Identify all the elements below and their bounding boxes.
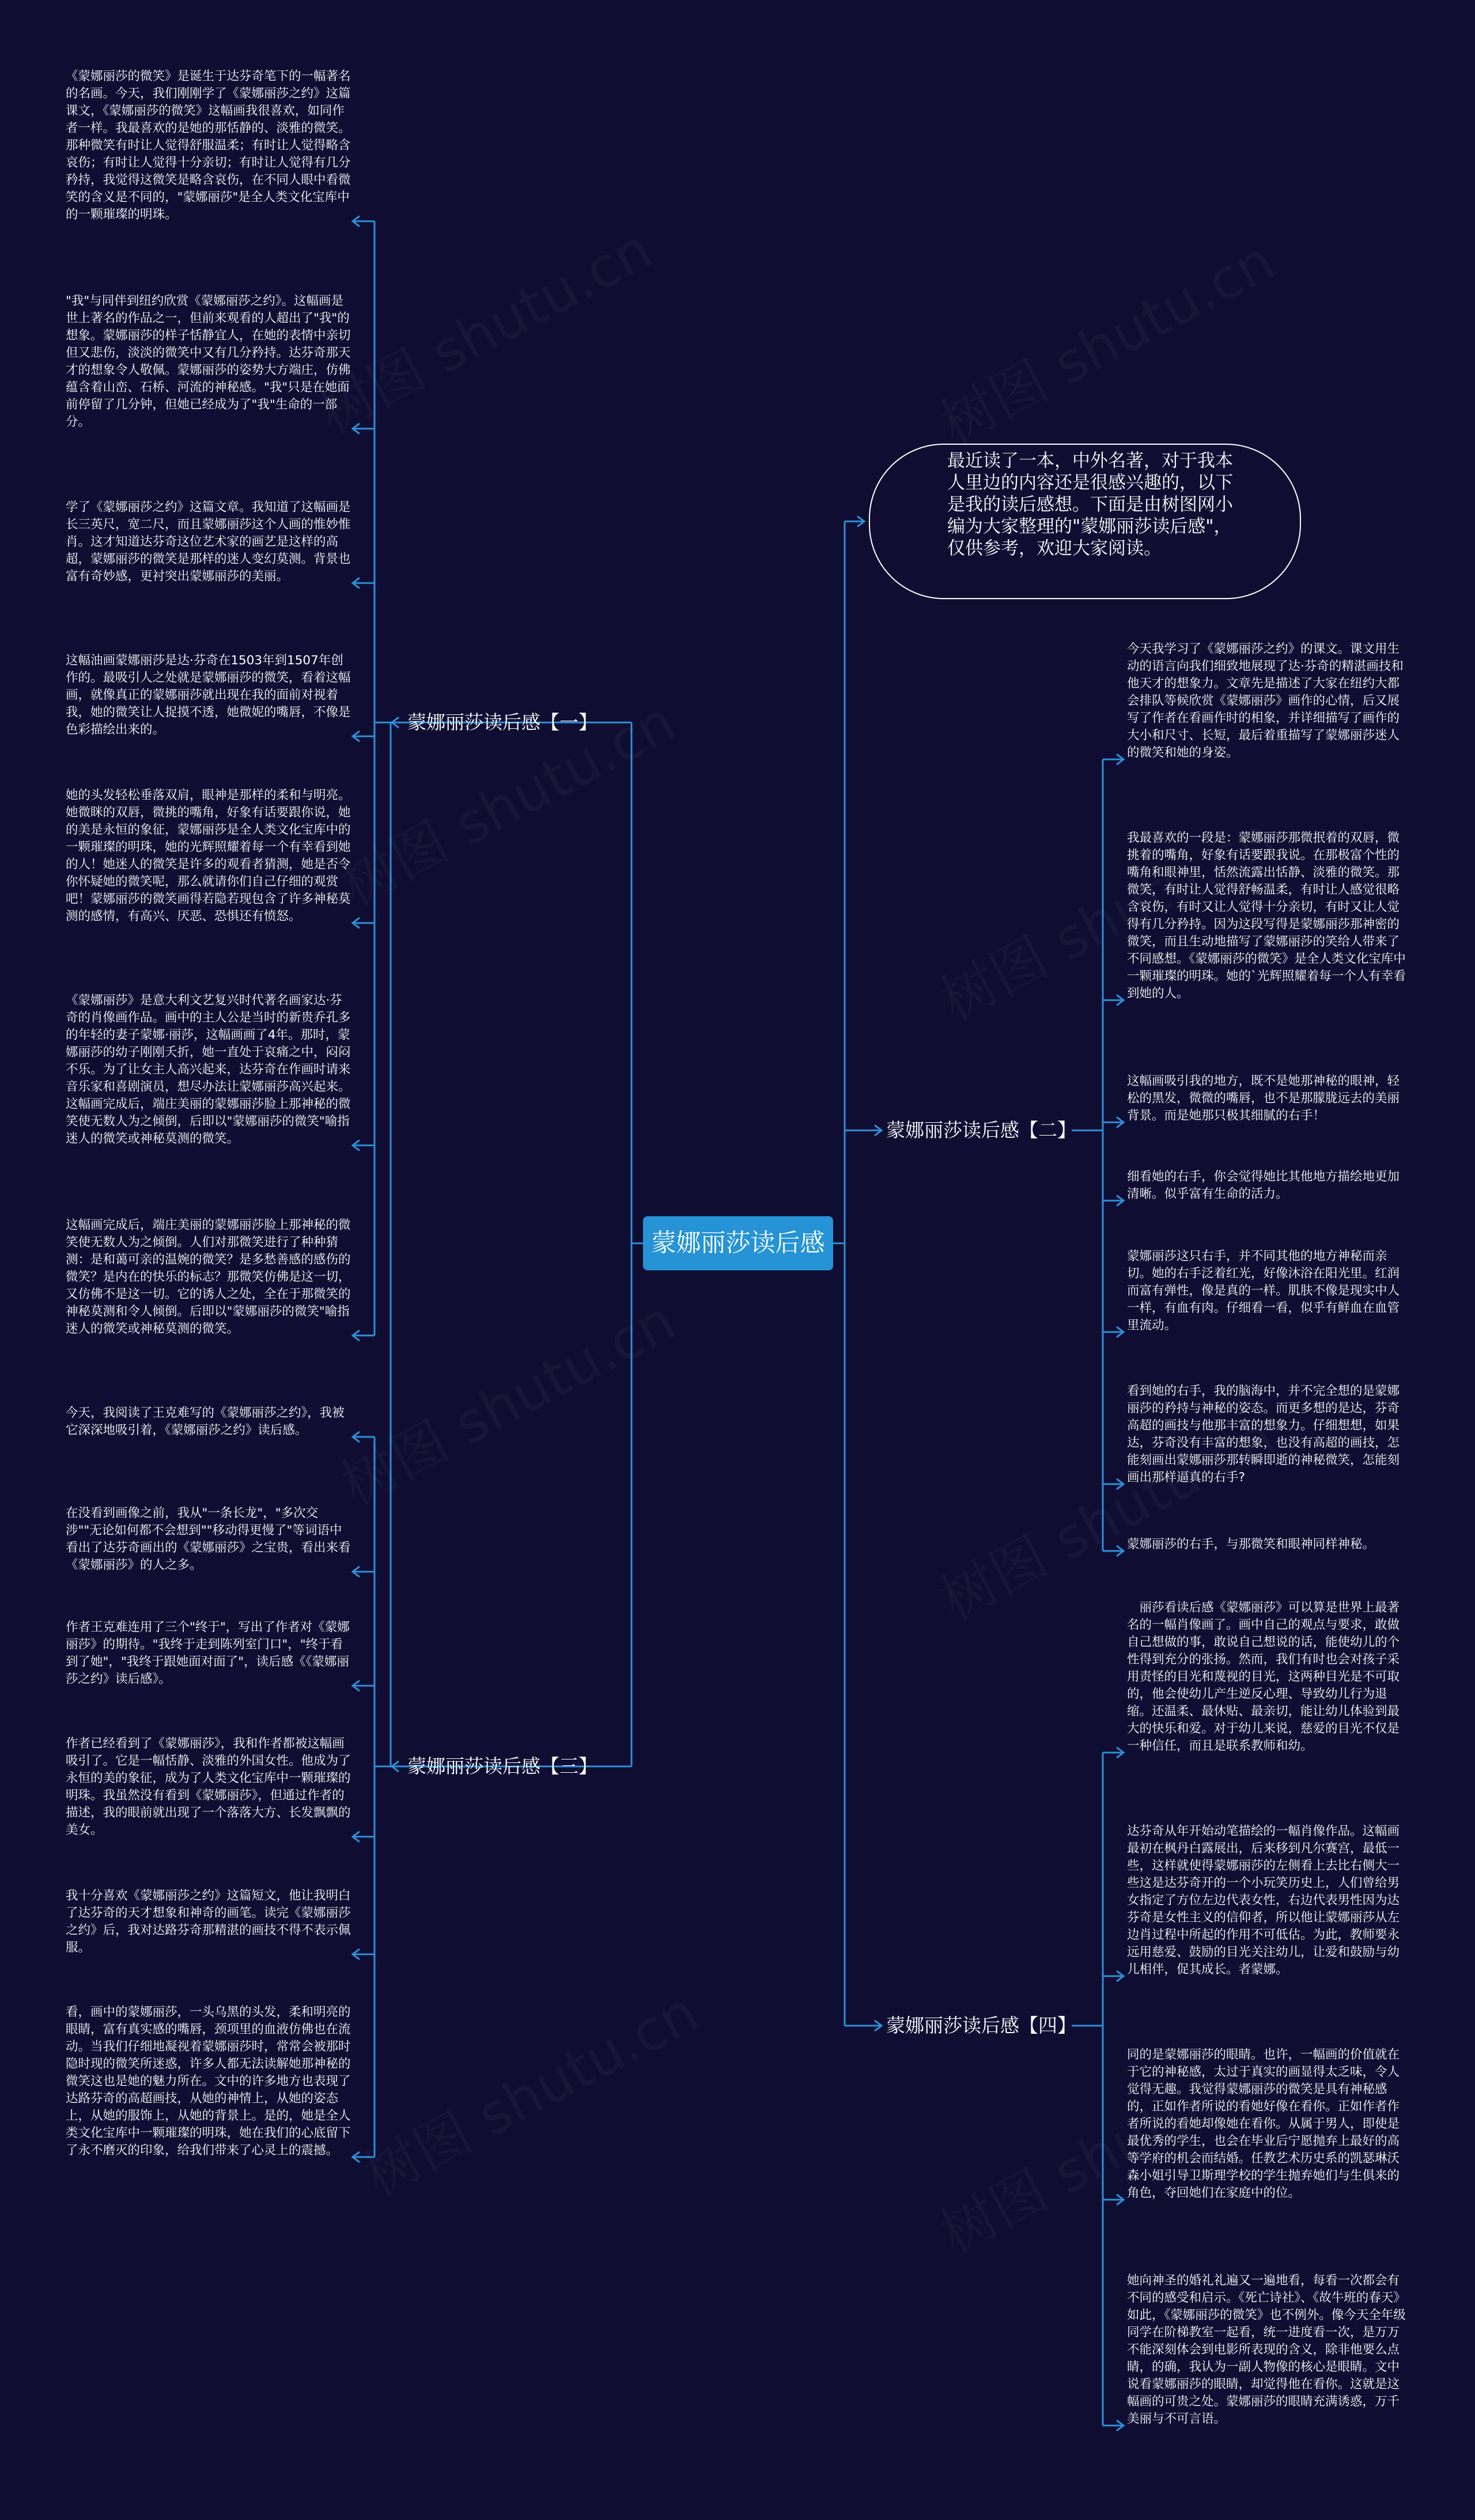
- leaf-3-5: 我十分喜欢《蒙娜丽莎之约》这篇短文，他让我明白了达芬奇的天才想象和神奇的画笔。读完《蒙娜丽莎之约》后，我对达路芬奇那精湛的画技不得不表示佩服。: [66, 1889, 351, 1955]
- leaf-3-3: 作者王克难连用了三个"终于"，写出了作者对《蒙娜丽莎》的期待。"我终于走到陈列室门口"，"终于看到了她"，"我终于跟她面对面了"，读后感《《蒙娜丽莎之约》读后感》。: [66, 1620, 350, 1686]
- leaf-2-7: 蒙娜丽莎的右手，与那微笑和眼神同样神秘。: [1127, 1537, 1375, 1552]
- leaf-1-5: 她的头发轻松垂落双肩，眼神是那样的柔和与明亮。她微眯的双唇，微挑的嘴角，好象有话要跟你说，她的美是永恒的象征，蒙娜丽莎是全人类文化宝库中的一颗璀璨的明珠，她的光辉照耀着每一个有幸看到她的人！她迷人的微笑是许多的观看者猜测，她是否令你怀疑她的微笑呢，那么就请你们自己仔细的观赏吧！蒙娜丽莎的微笑画得若隐若现包含了许多神秘莫测的感情，有高兴、厌恶、恐惧还有愤怒。: [66, 788, 351, 924]
- branch-1-label[interactable]: 蒙娜丽莎读后感【一】: [407, 711, 597, 733]
- leaf-1-6: 《蒙娜丽莎》是意大利文艺复兴时代著名画家达·芬奇的肖像画作品。画中的主人公是当时的新贵乔孔多的年轻的妻子蒙娜·丽莎，这幅画画了4年。那时，蒙娜丽莎的幼子刚刚夭折，她一直处于哀痛之中，闷闷不乐。为了让女主人高兴起来，达芬奇在作画时请来音乐家和喜剧演员，想尽办法让蒙娜丽莎高兴起来。这幅画完成后，端庄美丽的蒙娜丽莎脸上那神秘的微笑使无数人为之倾倒，后即以"蒙娜丽莎的微笑"喻指迷人的微笑或神秘莫测的微笑。: [66, 993, 351, 1146]
- leaf-2-2: 我最喜欢的一段是：蒙娜丽莎那微抿着的双唇，微挑着的嘴角，好象有话要跟我说。在那极富个性的嘴角和眼神里，恬然流露出恬静、淡雅的微笑。那微笑，有时让人觉得舒畅温柔，有时让人感觉很略含哀伤，有时又让人觉得十分亲切，有时又让人觉得有几分矜持。因为这段写得是蒙娜丽莎那神密的微笑，而且生动地描写了蒙娜丽莎的笑给人带来了不同感想。《蒙娜丽莎的微笑》是全人类文化宝库中一颗璀璨的明珠。她的`光辉照耀着每一个人有幸看到她的人。: [1127, 831, 1406, 1001]
- leaf-1-3: 学了《蒙娜丽莎之约》这篇文章。我知道了这幅画是长三英尺，宽二尺，而且蒙娜丽莎这个人画的惟妙惟肖。这才知道达芬奇这位艺术家的画艺是这样的高超，蒙娜丽莎的微笑是那样的迷人变幻莫测。背景也富有奇妙感，更衬突出蒙娜丽莎的美丽。: [66, 500, 351, 584]
- leaf-1-4: 这幅油画蒙娜丽莎是达·芬奇在1503年到1507年创作的。最吸引人之处就是蒙娜丽莎的微笑，看着这幅画，就像真正的蒙娜丽莎就出现在我的面前对视着我，她的微笑让人捉摸不透，她微妮的嘴唇，不像是色彩描绘出来的。: [66, 653, 351, 737]
- leaf-1-2: "我"与同伴到纽约欣赏《蒙娜丽莎之约》。这幅画是世上著名的作品之一，但前来观看的人超出了"我"的想象。蒙娜丽莎的样子恬静宜人，在她的表情中亲切但又悲伤，淡淡的微笑中又有几分矜持。达芬奇那天才的想象令人敬佩。蒙娜丽莎的姿势大方端庄，仿佛蕴含着山峦、石桥、河流的神秘感。"我"只是在她面前停留了几分钟，但她已经成为了"我"生命的一部分。: [66, 294, 351, 429]
- leaf-2-3: 这幅画吸引我的地方，既不是她那神秘的眼神，轻松的黑发，微微的嘴唇，也不是那朦胧远去的美丽背景。而是她那只极其细腻的右手！: [1127, 1074, 1400, 1123]
- leaf-3-6: 看，画中的蒙娜丽莎，一头乌黑的头发，柔和明亮的眼睛，富有真实感的嘴唇，颈项里的血液仿佛也在流动。当我们仔细地凝视着蒙娜丽莎时，常常会被那时隐时现的微笑所迷惑，许多人都无法读解她那神秘的微笑这也是她的魅力所在。文中的许多地方也表现了达路芬奇的高超画技，从她的神情上，从她的姿态上，从她的服饰上，从她的背景上。是的，她是全人类文化宝库中一颗璀璨的明珠，她在我们的心底留下了永不磨灭的印象，给我们带来了心灵上的震撼。: [66, 2005, 351, 2158]
- root-node[interactable]: 蒙娜丽莎读后感: [643, 1216, 833, 1270]
- leaf-1-7: 这幅画完成后，端庄美丽的蒙娜丽莎脸上那神秘的微笑使无数人为之倾倒。人们对那微笑进行了种种猜测：是和蔼可亲的温婉的微笑？是多愁善感的感伤的微笑？是内在的快乐的标志？那微笑仿佛是这一切，又仿佛不是这一切。它的诱人之处，全在于那微笑的神秘莫测和令人倾倒。后即以"蒙娜丽莎的微笑"喻指迷人的微笑或神秘莫测的微笑。: [66, 1218, 351, 1336]
- leaf-3-1: 今天，我阅读了王克难写的《蒙娜丽莎之约》，我被它深深地吸引着，《蒙娜丽莎之约》读后感。: [66, 1406, 345, 1437]
- leaf-2-1: 今天我学习了《蒙娜丽莎之约》的课文。课文用生动的语言向我们细致地展现了达·芬奇的精湛画技和他天才的想象力。文章先是描述了大家在纽约大都会排队等候欣赏《蒙娜丽莎》画作的心情，后又展写了作者在看画作时的相象，并详细描写了画作的大小和尺寸、长短，最后着重描写了蒙娜丽莎迷人的微笑和她的身姿。: [1127, 642, 1404, 760]
- leaf-2-5: 蒙娜丽莎这只右手，并不同其他的地方神秘而亲切。她的右手泛着红光，好像沐浴在阳光里。红润而富有弹性，像是真的一样。肌肤不像是现实中人一样，有血有肉。仔细看一看，似乎有鲜血在血管里流动。: [1127, 1249, 1400, 1333]
- intro-text: 最近读了一本，中外名著，对于我本人里边的内容还是很感兴趣的，以下是我的读后感想。下面是由树图网小编为大家整理的"蒙娜丽莎读后感"，仅供参考，欢迎大家阅读。: [947, 451, 1233, 559]
- branch-2-label[interactable]: 蒙娜丽莎读后感【二】: [886, 1119, 1076, 1141]
- leaf-4-4: 她向神圣的婚礼礼遍又一遍地看，每看一次都会有不同的感受和启示。《死亡诗社》、《故牛班的春天》如此，《蒙娜丽莎的微笑》也不例外。像今天全年级同学在阶梯教室一起看，统一进度看一次，是万万不能深刻体会到电影所表现的含义，除非他要么点睛，的确，我认为一副人物像的核心是眼睛。文中说看蒙娜丽莎的眼睛，却觉得他在看你。这就是这幅画的可贵之处。蒙娜丽莎的眼睛充满诱惑，万千美丽与不可言语。: [1127, 2273, 1406, 2426]
- branch-4-label[interactable]: 蒙娜丽莎读后感【四】: [886, 2014, 1076, 2037]
- leaf-3-4: 作者已经看到了《蒙娜丽莎》，我和作者都被这幅画吸引了。它是一幅恬静、淡雅的外国女性。他成为了永恒的美的象征，成为了人类文化宝库中一颗璀璨的明珠。我虽然没有看到《蒙娜丽莎》，但通过作者的描述，我的眼前就出现了一个落落大方、长发飘飘的美女。: [66, 1736, 351, 1837]
- leaf-4-3: 同的是蒙娜丽莎的眼睛。也许，一幅画的价值就在于它的神秘感，太过于真实的画显得太乏味，令人觉得无趣。我觉得蒙娜丽莎的微笑是具有神秘感的，正如作者所说的看她好像在看你。正如作者作者所说的看她却像她在看你。从属于男人，即使是最优秀的学生，也会在毕业后宁愿抛弃上最好的高等学府的机会而结婚。任教艺术历史系的凯瑟琳沃森小姐引导卫斯理学校的学生抛弃她们与生俱来的角色，夺回她们在家庭中的位。: [1127, 2048, 1400, 2200]
- leaf-2-6: 看到她的右手，我的脑海中，并不完全想的是蒙娜丽莎的矜持与神秘的姿态。而更多想的是达，芬奇高超的画技与他那丰富的想象力。仔细想想，如果达，芬奇没有丰富的想象，也没有高超的画技，怎能刻画出蒙娜丽莎那转瞬即逝的神秘微笑，怎能刻画出那样逼真的右手?: [1127, 1384, 1400, 1485]
- leaf-2-4: 细看她的右手，你会觉得她比其他地方描绘地更加清晰。似乎富有生命的活力。: [1127, 1170, 1400, 1201]
- leaf-3-2: 在没看到画像之前，我从"一条长龙"，"多次交涉""无论如何都不会想到""移动得更慢了"等词语中看出了达芬奇画出的《蒙娜丽莎》之宝贵，看出来看《蒙娜丽莎》的人之多。: [66, 1506, 351, 1572]
- leaf-4-1: 丽莎看读后感《蒙娜丽莎》可以算是世界上最著名的一幅肖像画了。画中自己的观点与要求，敢做自己想做的事，敢说自己想说的话，能使幼儿的个性得到充分的张扬。然而，我们有时也会对孩子采用责怪的目光和蔑视的目光，这两种目光是不可取的，他会使幼儿产生逆反心理、导致幼儿行为退缩。还温柔、最休贴、最亲切，能让幼儿体验到最大的快乐和爱。对于幼儿来说，慈爱的目光不仅是一种信任，而且是联系教师和幼。: [1127, 1600, 1400, 1753]
- leaf-1-1: 《蒙娜丽莎的微笑》是诞生于达芬奇笔下的一幅著名的名画。今天，我们刚刚学了《蒙娜丽莎之约》这篇课文，《蒙娜丽莎的微笑》这幅画我很喜欢，如同作者一样。我最喜欢的是她的那恬静的、淡雅的微笑。那种微笑有时让人觉得舒服温柔；有时让人觉得略含哀伤；有时让人觉得十分亲切；有时让人觉得有几分矜持，我觉得这微笑是略含哀伤，在不同人眼中看微笑的含义是不同的，"蒙娜丽莎"是全人类文化宝库中的一颗璀璨的明珠。: [66, 69, 351, 222]
- branch-3-label[interactable]: 蒙娜丽莎读后感【三】: [407, 1755, 597, 1777]
- leaf-4-2: 达芬奇从年开始动笔描绘的一幅肖像作品。这幅画最初在枫丹白露展出，后来移到凡尔赛宫，最低一些，这样就使得蒙娜丽莎的左侧看上去比右侧大一些这是达芬奇开的一个小玩笑历史上，人们曾给男女指定了方位左边代表女性，右边代表男性因为达芬奇是女性主义的信仰者，所以他让蒙娜丽莎从左边肖过程中所起的作用不可低估。为此，教师要永远用慈爱、鼓励的目光关注幼儿，让爱和鼓励与幼儿相伴，促其成长。者蒙娜。: [1127, 1824, 1400, 1977]
